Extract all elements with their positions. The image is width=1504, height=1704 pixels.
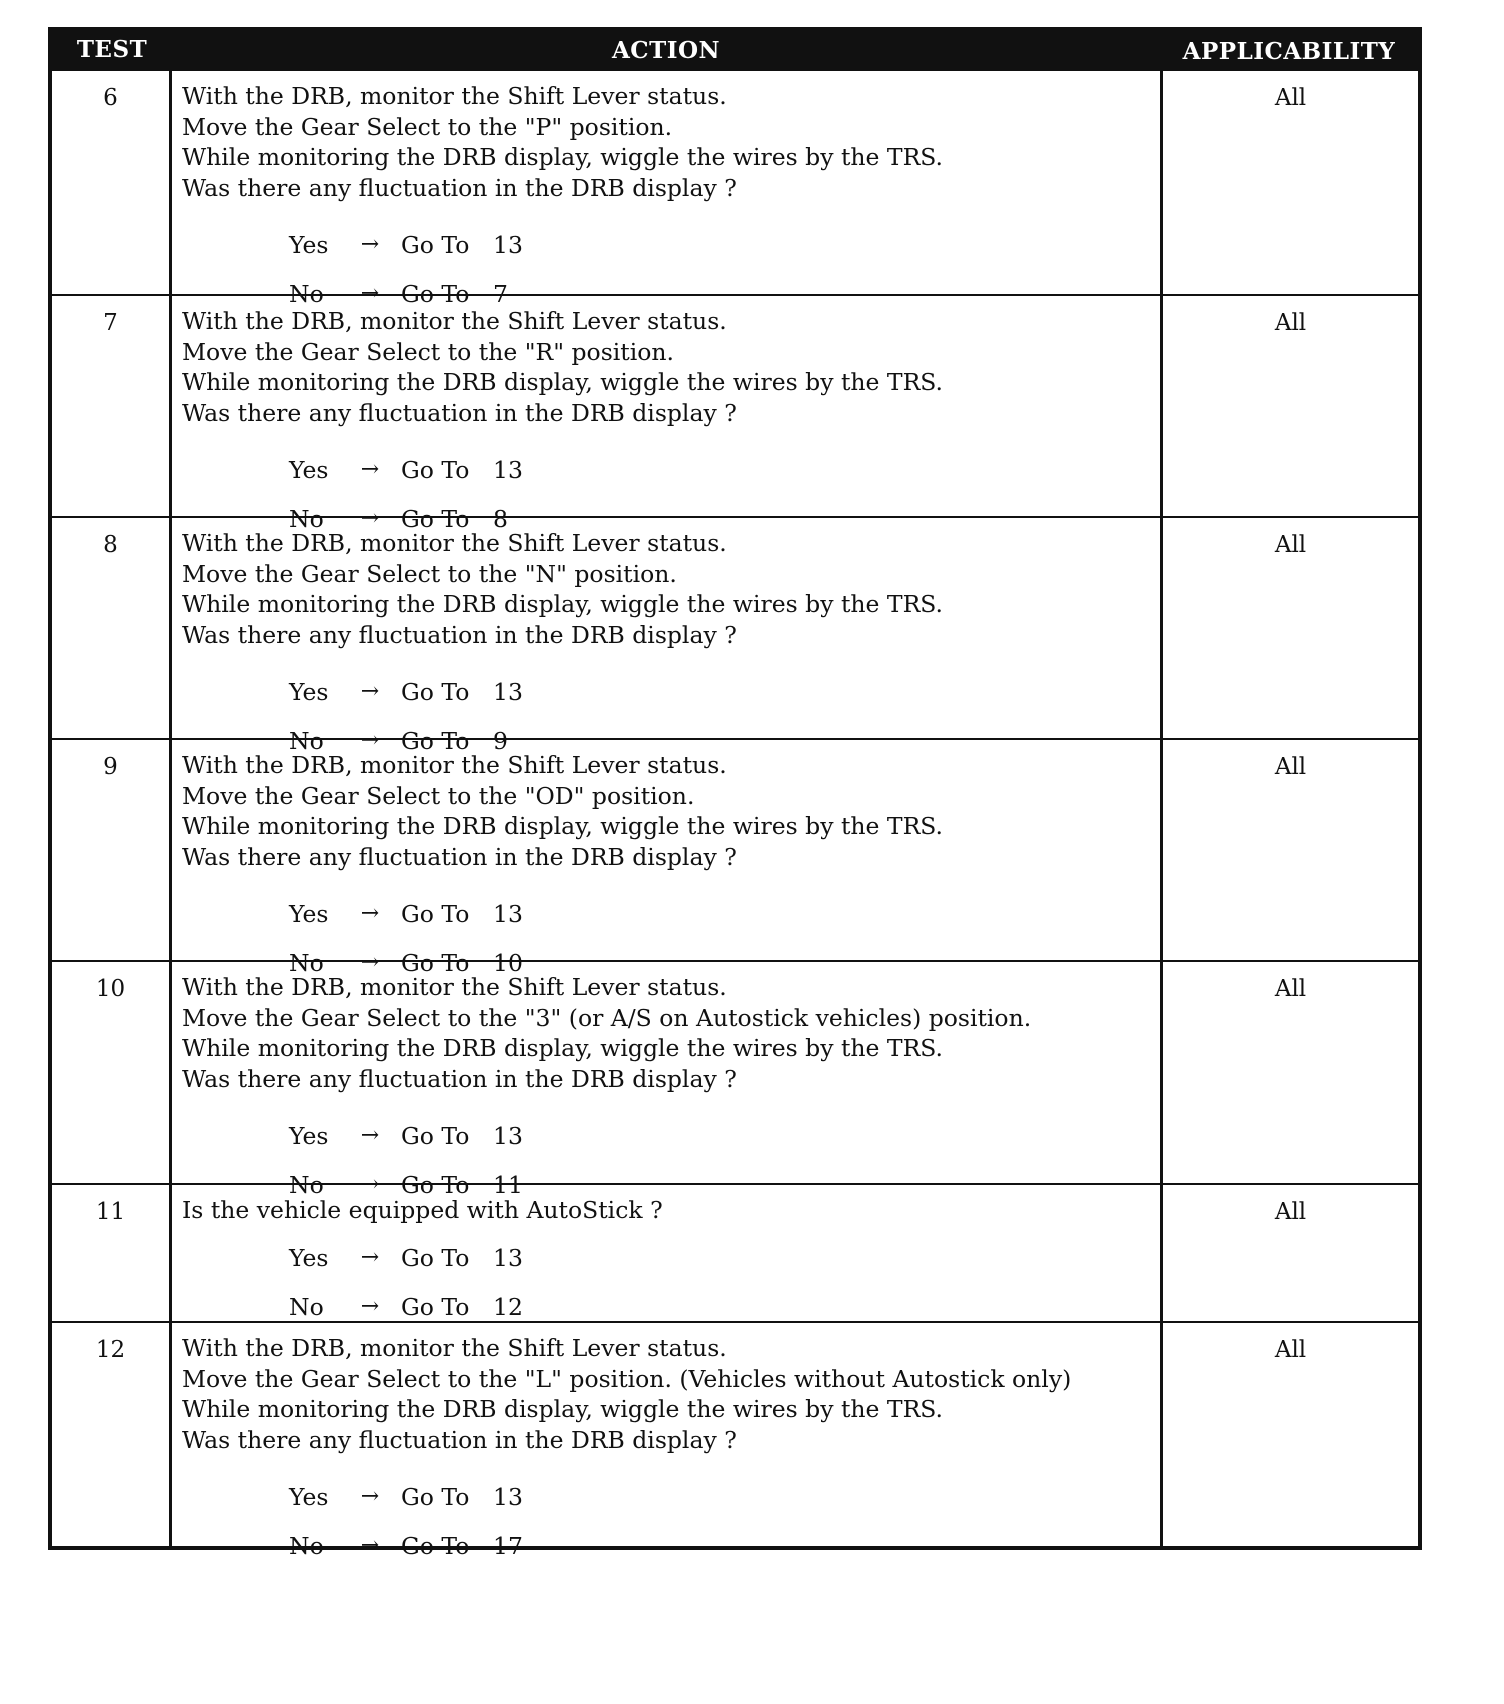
branch-answer: Yes bbox=[289, 1122, 329, 1151]
instruction-line: With the DRB, monitor the Shift Lever status. bbox=[182, 82, 727, 110]
goto-label: Go To bbox=[401, 1171, 470, 1200]
table-row bbox=[52, 516, 1418, 756]
branch-no bbox=[182, 1522, 1160, 1571]
action-cell bbox=[172, 71, 1160, 309]
goto-target: 13 bbox=[493, 678, 523, 707]
goto-target: 12 bbox=[493, 1292, 523, 1321]
table-row bbox=[52, 738, 1418, 978]
goto-target: 13 bbox=[493, 456, 523, 485]
instruction-line: While monitoring the DRB display, wiggle the wires by the TRS. bbox=[182, 812, 943, 840]
test-action-table bbox=[48, 27, 1422, 1561]
table-body bbox=[52, 71, 1418, 1561]
arrow-right-icon: → bbox=[360, 950, 380, 976]
instruction-line: While monitoring the DRB display, wiggle the wires by the TRS. bbox=[182, 1395, 943, 1423]
goto-target: 13 bbox=[493, 231, 523, 260]
instruction-line: While monitoring the DRB display, wiggle the wires by the TRS. bbox=[182, 143, 943, 171]
applicability-cell: All bbox=[1160, 71, 1418, 294]
branch-answer: No bbox=[289, 280, 324, 309]
action-instructions bbox=[182, 1195, 1160, 1226]
table-row bbox=[52, 71, 1418, 309]
action-instructions bbox=[182, 528, 1160, 650]
table-row bbox=[52, 960, 1418, 1200]
goto-target: 9 bbox=[493, 727, 508, 756]
instruction-line: While monitoring the DRB display, wiggle the wires by the TRS. bbox=[182, 368, 943, 396]
goto-target: 13 bbox=[493, 1243, 523, 1272]
instruction-line: Was there any fluctuation in the DRB display ? bbox=[182, 620, 737, 649]
branch-list bbox=[182, 1234, 1160, 1332]
branch-yes bbox=[182, 221, 1160, 270]
goto-target: 13 bbox=[493, 1483, 523, 1512]
goto-label: Go To bbox=[401, 678, 470, 707]
branch-answer: No bbox=[289, 949, 324, 978]
action-cell bbox=[172, 740, 1160, 978]
goto-label: Go To bbox=[401, 505, 470, 534]
goto-target: 17 bbox=[493, 1532, 523, 1561]
instruction-line: Move the Gear Select to the "3" (or A/S on Autostick vehicles) position. bbox=[182, 1003, 1032, 1032]
instruction-line: With the DRB, monitor the Shift Lever status. bbox=[182, 1334, 727, 1362]
goto-label: Go To bbox=[401, 456, 470, 485]
arrow-right-icon: → bbox=[360, 1244, 380, 1270]
goto-label: Go To bbox=[401, 231, 470, 260]
branch-answer: Yes bbox=[289, 678, 329, 707]
action-cell bbox=[172, 296, 1160, 534]
branch-yes bbox=[182, 446, 1160, 495]
goto-label: Go To bbox=[401, 1243, 470, 1272]
branch-answer: No bbox=[289, 505, 324, 534]
instruction-line: With the DRB, monitor the Shift Lever status. bbox=[182, 751, 727, 779]
applicability-cell: All bbox=[1160, 1185, 1418, 1321]
branch-answer: No bbox=[289, 1292, 324, 1321]
branch-yes bbox=[182, 890, 1160, 939]
table-header bbox=[52, 31, 1418, 71]
branch-answer: No bbox=[289, 1532, 324, 1561]
arrow-right-icon: → bbox=[360, 457, 380, 483]
arrow-right-icon: → bbox=[360, 281, 380, 307]
instruction-line: Was there any fluctuation in the DRB display ? bbox=[182, 842, 737, 871]
arrow-right-icon: → bbox=[360, 1484, 380, 1510]
action-cell bbox=[172, 1185, 1160, 1321]
goto-target: 7 bbox=[493, 280, 508, 309]
branch-yes bbox=[182, 1112, 1160, 1161]
branch-yes bbox=[182, 668, 1160, 717]
goto-target: 13 bbox=[493, 900, 523, 929]
arrow-right-icon: → bbox=[360, 506, 380, 532]
instruction-line: Move the Gear Select to the "R" position. bbox=[182, 337, 674, 366]
goto-target: 8 bbox=[493, 505, 508, 534]
goto-label: Go To bbox=[401, 727, 470, 756]
table-row bbox=[52, 1321, 1418, 1561]
applicability-cell: All bbox=[1160, 740, 1418, 960]
table-row bbox=[52, 294, 1418, 534]
goto-label: Go To bbox=[401, 1292, 470, 1321]
branch-answer: Yes bbox=[289, 1243, 329, 1272]
action-instructions bbox=[182, 750, 1160, 872]
test-number: 6 bbox=[52, 71, 172, 294]
arrow-right-icon: → bbox=[360, 1533, 380, 1559]
instruction-line: Move the Gear Select to the "OD" position. bbox=[182, 781, 695, 810]
instruction-line: Is the vehicle equipped with AutoStick ? bbox=[182, 1196, 663, 1224]
goto-label: Go To bbox=[401, 1122, 470, 1151]
arrow-right-icon: → bbox=[360, 1293, 380, 1319]
instruction-line: Was there any fluctuation in the DRB display ? bbox=[182, 1425, 737, 1454]
arrow-right-icon: → bbox=[360, 728, 380, 754]
branch-answer: No bbox=[289, 727, 324, 756]
instruction-line: With the DRB, monitor the Shift Lever status. bbox=[182, 529, 727, 557]
applicability-cell: All bbox=[1160, 962, 1418, 1183]
arrow-right-icon: → bbox=[360, 1172, 380, 1198]
header-test: TEST bbox=[76, 36, 148, 63]
instruction-line: Was there any fluctuation in the DRB display ? bbox=[182, 1064, 737, 1093]
test-number: 8 bbox=[52, 518, 172, 738]
action-instructions bbox=[182, 972, 1160, 1094]
action-instructions bbox=[182, 306, 1160, 428]
instruction-line: While monitoring the DRB display, wiggle the wires by the TRS. bbox=[182, 590, 943, 618]
instruction-line: Was there any fluctuation in the DRB display ? bbox=[182, 173, 737, 202]
instruction-line: Move the Gear Select to the "N" position. bbox=[182, 559, 677, 588]
goto-label: Go To bbox=[401, 900, 470, 929]
applicability-cell: All bbox=[1160, 296, 1418, 516]
branch-yes bbox=[182, 1473, 1160, 1522]
branch-answer: No bbox=[289, 1171, 324, 1200]
goto-label: Go To bbox=[401, 949, 470, 978]
goto-label: Go To bbox=[401, 1483, 470, 1512]
table-row bbox=[52, 1183, 1418, 1321]
branch-answer: Yes bbox=[289, 900, 329, 929]
branch-yes bbox=[182, 1234, 1160, 1283]
action-cell bbox=[172, 962, 1160, 1200]
instruction-line: Move the Gear Select to the "P" position. bbox=[182, 112, 673, 141]
instruction-line: With the DRB, monitor the Shift Lever status. bbox=[182, 973, 727, 1001]
test-number: 9 bbox=[52, 740, 172, 960]
applicability-cell: All bbox=[1160, 518, 1418, 738]
header-action: ACTION bbox=[611, 37, 721, 64]
branch-answer: Yes bbox=[289, 456, 329, 485]
branch-list bbox=[182, 1473, 1160, 1571]
goto-target: 11 bbox=[493, 1171, 523, 1200]
goto-target: 13 bbox=[493, 1122, 523, 1151]
arrow-right-icon: → bbox=[360, 901, 380, 927]
test-number: 11 bbox=[52, 1185, 172, 1321]
header-applicability: APPLICABILITY bbox=[1182, 38, 1396, 65]
action-cell bbox=[172, 518, 1160, 756]
arrow-right-icon: → bbox=[360, 679, 380, 705]
test-number: 12 bbox=[52, 1323, 172, 1546]
test-number: 7 bbox=[52, 296, 172, 516]
instruction-line: Was there any fluctuation in the DRB display ? bbox=[182, 398, 737, 427]
applicability-cell: All bbox=[1160, 1323, 1418, 1546]
branch-answer: Yes bbox=[289, 231, 329, 260]
goto-label: Go To bbox=[401, 280, 470, 309]
action-instructions bbox=[182, 1333, 1160, 1455]
arrow-right-icon: → bbox=[360, 232, 380, 258]
goto-target: 10 bbox=[493, 949, 523, 978]
arrow-right-icon: → bbox=[360, 1123, 380, 1149]
action-instructions bbox=[182, 81, 1160, 203]
action-cell bbox=[172, 1323, 1160, 1561]
instruction-line: With the DRB, monitor the Shift Lever status. bbox=[182, 307, 727, 335]
instruction-line: Move the Gear Select to the "L" position. (Vehicles without Autostick only) bbox=[182, 1364, 1072, 1393]
instruction-line: While monitoring the DRB display, wiggle the wires by the TRS. bbox=[182, 1034, 943, 1062]
test-number: 10 bbox=[52, 962, 172, 1183]
branch-answer: Yes bbox=[289, 1483, 329, 1512]
goto-label: Go To bbox=[401, 1532, 470, 1561]
